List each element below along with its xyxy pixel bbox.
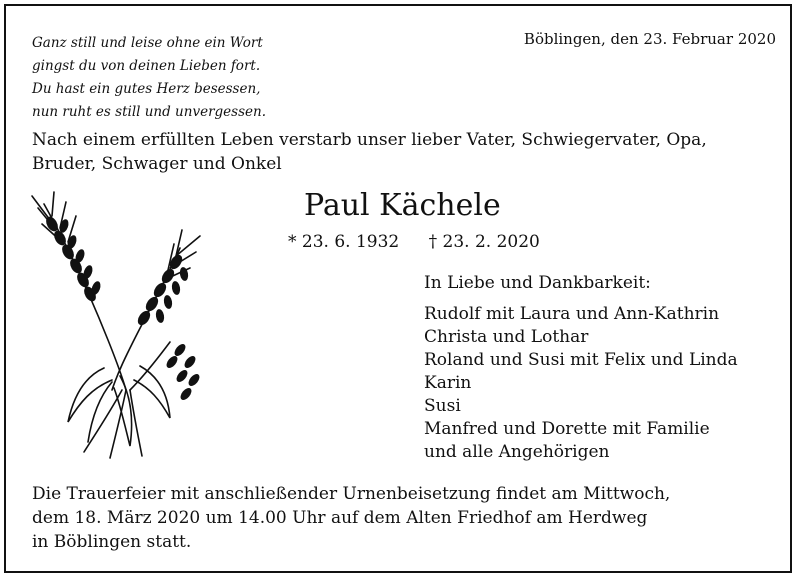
poem-line: gingst du von deinen Lieben fort. <box>32 58 261 74</box>
mourners-list <box>424 303 738 464</box>
wheat-ears-illustration <box>30 190 210 462</box>
mourner-entry: Manfred und Dorette mit Familie <box>424 419 710 439</box>
funeral-service-text <box>32 482 670 554</box>
mourner-entry: Christa und Lothar <box>424 327 589 347</box>
service-line: dem 18. März 2020 um 14.00 Uhr auf dem Alten Friedhof am Herdweg <box>32 508 648 528</box>
poem-line: Du hast ein gutes Herz besessen, <box>32 81 261 97</box>
mourner-entry: Roland und Susi mit Felix und Linda <box>424 350 738 370</box>
service-line: in Böblingen statt. <box>32 532 192 552</box>
mourner-entry: Rudolf mit Laura und Ann-Kathrin <box>424 304 720 324</box>
poem <box>32 32 266 124</box>
wheat-ears-icon <box>30 190 210 462</box>
mourner-entry: Susi <box>424 396 461 416</box>
mourners-block <box>424 272 738 464</box>
place-date: Böblingen, den 23. Februar 2020 <box>523 30 776 48</box>
life-dates <box>288 230 540 254</box>
birth-date: * 23. 6. 1932 <box>288 232 400 252</box>
announcement-line: Nach einem erfüllten Leben verstarb unser lieber Vater, Schwiegervater, Opa, <box>32 130 707 150</box>
mourner-entry: und alle Angehörigen <box>424 442 610 462</box>
service-line: Die Trauerfeier mit anschließender Urnenbeisetzung findet am Mittwoch, <box>32 484 671 504</box>
mourners-lead: In Liebe und Dankbarkeit: <box>424 273 651 293</box>
poem-line: nun ruht es still und unvergessen. <box>32 104 266 120</box>
announcement-line: Bruder, Schwager und Onkel <box>32 154 282 174</box>
poem-line: Ganz still und leise ohne ein Wort <box>32 35 263 51</box>
deceased-name: Paul Kächele <box>304 188 501 223</box>
death-date: † 23. 2. 2020 <box>428 232 540 252</box>
mourner-entry: Karin <box>424 373 472 393</box>
announcement-text <box>32 128 707 176</box>
